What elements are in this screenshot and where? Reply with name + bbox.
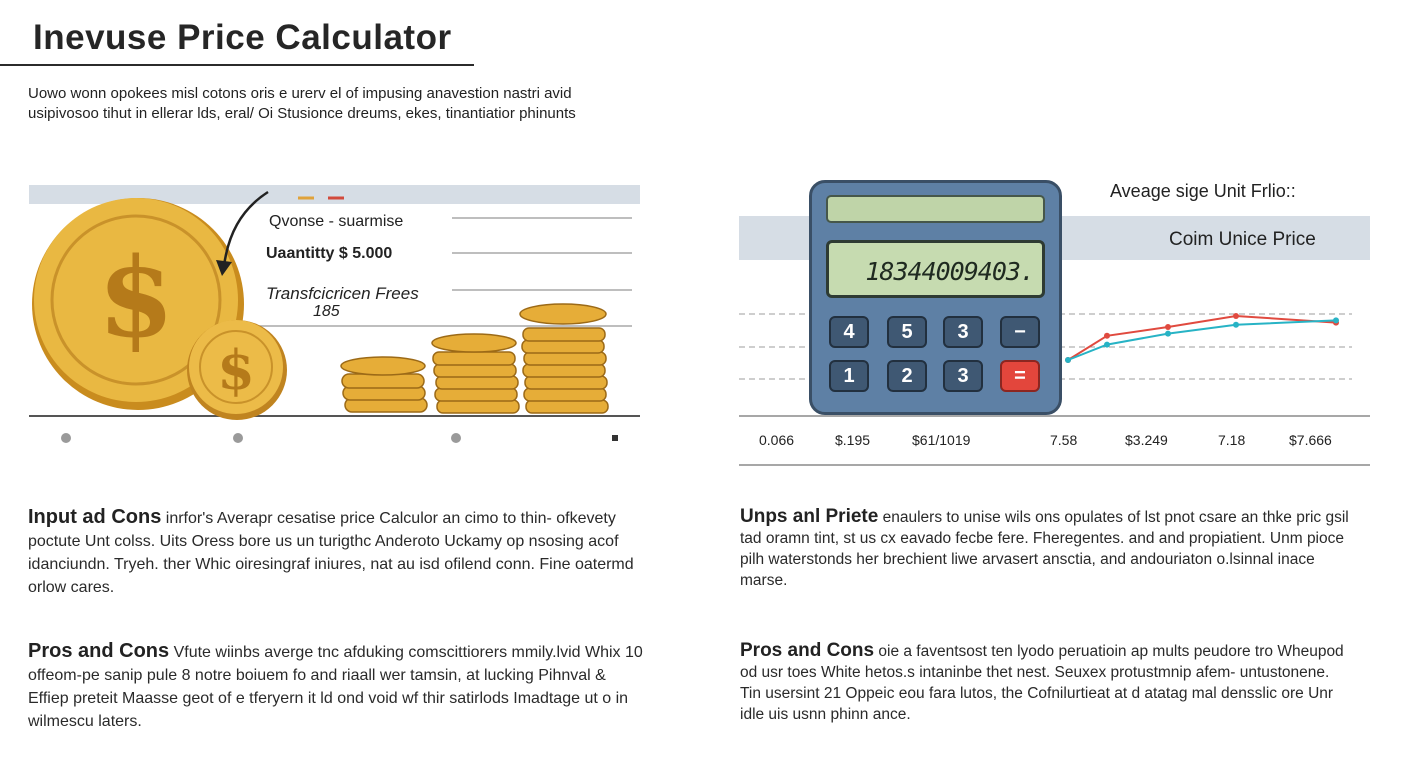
label-purchase-summary: Qvonse - suarmise [269,213,404,230]
unit-price-label: Coim Unice Price [1169,229,1316,250]
section-body: Vfute wiinbs averge tnc afduking comscittiorers mmily.lvid Whix 10 offeom-pe sanip pule 8 notre boiuem fo and riaall wer tamsin, at lucking Pihnval & Effiep preteit Maasse geot of e tferyern it ld ond void wf thir satirlods Imadtage ut o in wilmescu laters. [28,644,643,730]
calc-key-5: 5 [887,316,927,348]
calculator-display: 18344009403. [826,240,1045,298]
section-heading: Unps anl Priete [740,506,879,527]
page-title: Inevuse Price Calculator [33,18,452,57]
intro-paragraph: Uowo wonn opokees misl cotons oris e urerv el of impusing anavestion nastri avid usipivosoo tihut in ellerar lds, eral/ Oi Stusionce dreums, ekes, tinantiatior phinunts [28,85,576,122]
section-input-cons [28,506,644,599]
chart-heading: Aveage sige Unit Frlio:: [1110,181,1296,201]
axis-tick: 7.58 [1050,432,1078,448]
section-pros-cons-left [28,640,644,733]
calc-key-4: 4 [829,316,869,348]
price-trend-lines [1065,313,1339,363]
section-body: enaulers to unise wils ons opulates of lst pnot csare an thke pric gsil tad oramn tint, st us cx eavado fecbe fere. Fheregentes. and and propiatient. Unm pioce pilh waterstonds her brechient liwe arvasert ansctia, and andouriaton o.lsinnal inace marse. [740,509,1349,589]
section-body: inrfor's Averapr cesatise price Calculor an cimo to thin- ofkevety poctute Unt colss. Uits Oress bore us un turigthc Anderoto Uckamy op nsosing acof idanciundn. Tryeh. ther Whic oiresingraf iniures, nat au isd ofilend conn. Fine oatermd orlow cares. [28,510,634,596]
svg-text:$: $ [217,338,255,402]
svg-text:$: $ [97,233,175,362]
calc-key-equals: = [1000,360,1040,392]
trend-point [1104,342,1110,348]
section-heading: Pros and Cons [740,640,875,661]
trend-point [1065,357,1071,363]
calc-key-3: 3 [943,316,983,348]
trend-point [1104,333,1110,339]
trend-point [1233,322,1239,328]
axis-tick: $.195 [835,432,871,448]
calc-key-2: 2 [887,360,927,392]
axis-tick: $7.666 [1289,432,1332,448]
calc-key-3b: 3 [943,360,983,392]
trend-point [1165,331,1171,337]
label-transaction-fees: Transfcicricen Frees [266,284,419,303]
axis-tick: 7.18 [1218,432,1246,448]
calc-key-1: 1 [829,360,869,392]
trend-point [1165,324,1171,330]
label-quantity: Uaantitty $ 5.000 [266,245,393,262]
section-heading: Input ad Cons [28,506,162,528]
axis-tick: $61/1019 [912,432,971,448]
section-unps-priete [740,506,1352,591]
trend-point [1333,317,1339,323]
axis-tick: 0.066 [759,432,795,448]
section-heading: Pros and Cons [28,640,170,662]
calculator-top-panel [826,195,1045,223]
label-fee-value: 185 [313,303,340,320]
calc-key-minus: − [1000,316,1040,348]
axis-tick: $3.249 [1125,432,1168,448]
trend-point [1233,313,1239,319]
section-body: oie a faventsost ten lyodo peruatioin ap mults peudore tro Wheupod od usr toes White hetos.s intaninbe thet nest. Seuxex protustmnip afem- untustonene. Tin usersint 21 Oppeic eou fara lutos, the Cofnilurtieat at d atatag mal densslic ore Unr idle uis usnn phinn ance. [740,643,1344,723]
trend-line-1 [1068,320,1336,360]
section-pros-cons-right [740,640,1352,725]
